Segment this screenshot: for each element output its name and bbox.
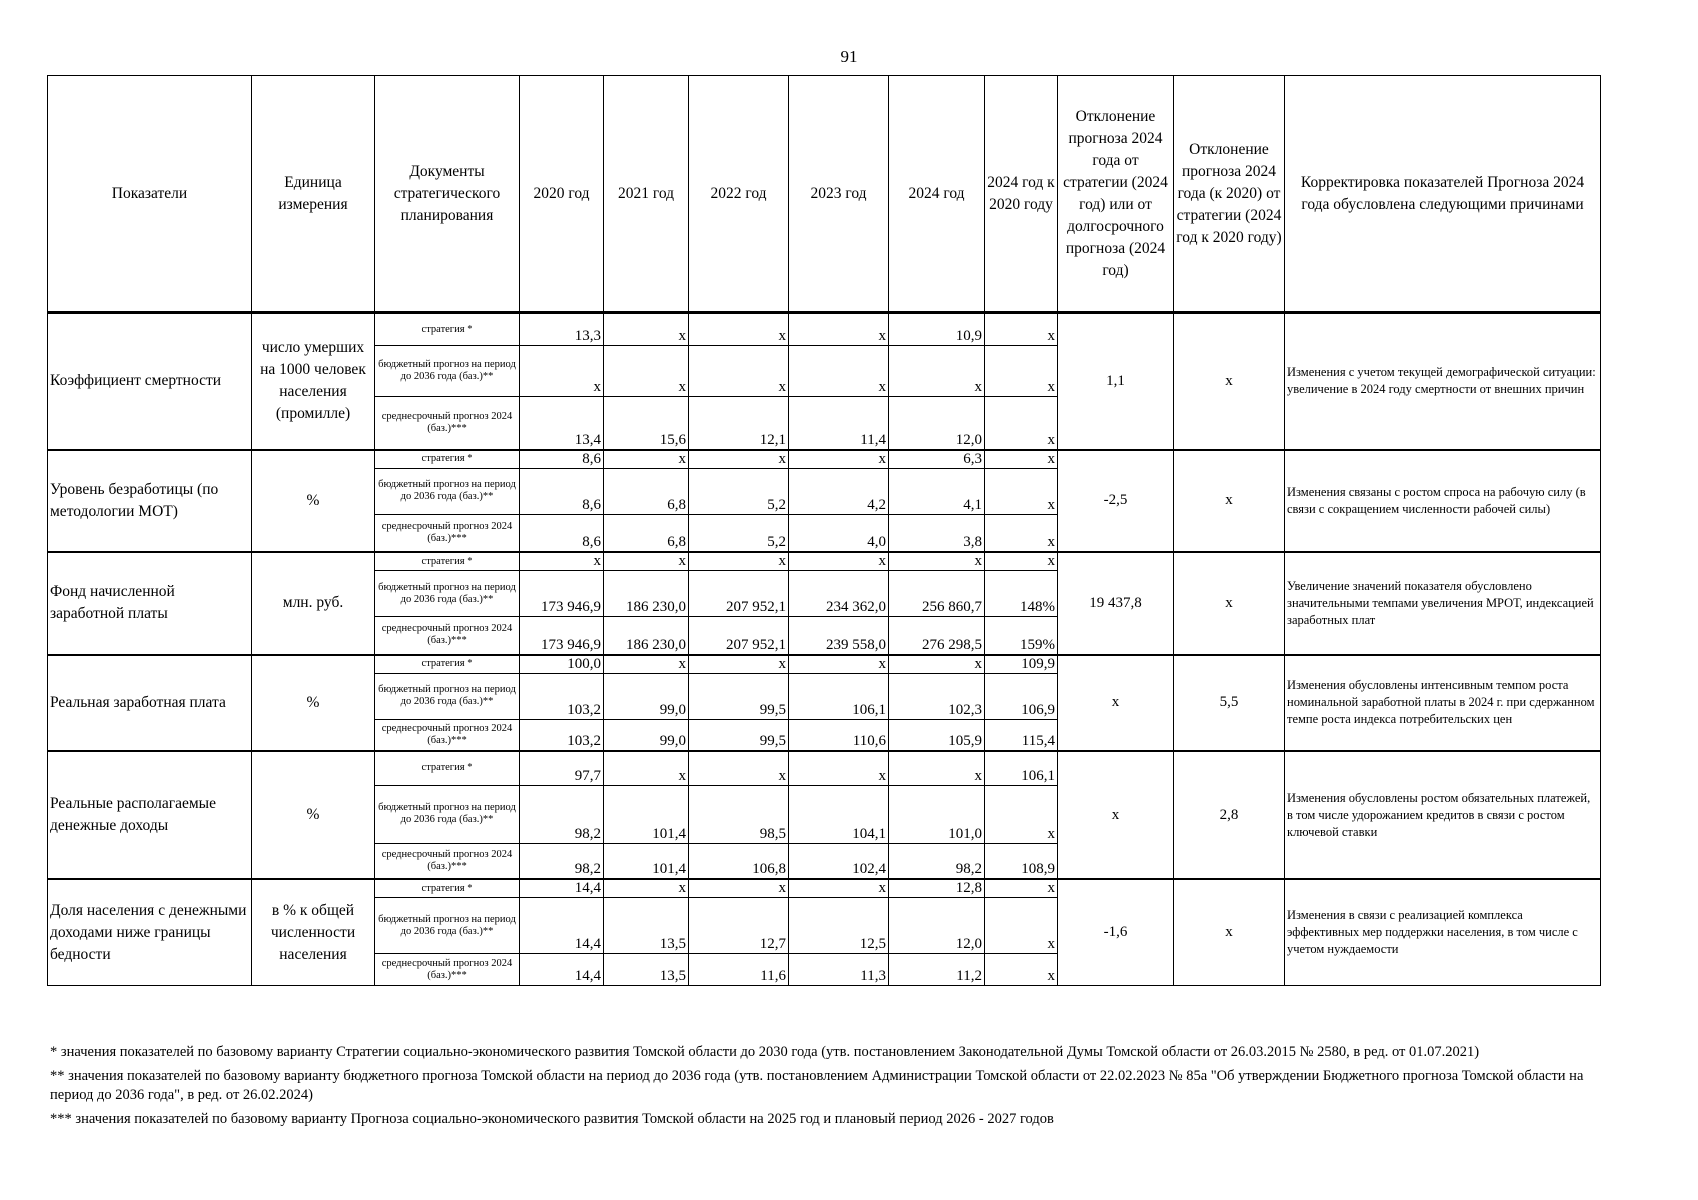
value-2022: х — [689, 552, 789, 571]
value-2020: 14,4 — [520, 879, 604, 898]
value-2022: 106,8 — [689, 843, 789, 879]
value-2021: х — [604, 450, 689, 469]
indicator-name: Уровень безработицы (по методологии МОТ) — [48, 450, 252, 553]
document-type: стратегия * — [375, 552, 520, 571]
value-2023: 11,3 — [789, 954, 889, 986]
value-2023: х — [789, 879, 889, 898]
value-2020: 103,2 — [520, 673, 604, 719]
value-ratio: 115,4 — [985, 719, 1058, 751]
correction-reason: Изменения с учетом текущей демографической ситуации: увеличение в 2024 году смертности от внешних причин — [1285, 313, 1601, 450]
value-2023: х — [789, 313, 889, 346]
value-2020: 173 946,9 — [520, 571, 604, 617]
deviation-strategy: х — [1058, 751, 1174, 879]
value-2024: 276 298,5 — [889, 617, 985, 655]
footnotes — [50, 1043, 1610, 1134]
table-row — [48, 751, 1601, 785]
value-2024: 105,9 — [889, 719, 985, 751]
deviation-strategy: -1,6 — [1058, 879, 1174, 986]
footnote-3: *** значения показателей по базовому варианту Прогноза социально-экономического развития Томской области на 2025 год и плановый период 2026 - 2027 годов — [50, 1111, 1054, 1127]
value-2024: 12,0 — [889, 397, 985, 450]
value-2024: 6,3 — [889, 450, 985, 469]
value-ratio: х — [985, 954, 1058, 986]
value-2022: х — [689, 313, 789, 346]
value-2021: 186 230,0 — [604, 571, 689, 617]
value-2022: 5,2 — [689, 514, 789, 552]
value-ratio: 108,9 — [985, 843, 1058, 879]
correction-reason: Изменения в связи с реализацией комплекса эффективных мер поддержки населения, в том числе с учетом нуждаемости — [1285, 879, 1601, 986]
document-type: среднесрочный прогноз 2024 (баз.)*** — [375, 397, 520, 450]
correction-reason: Изменения обусловлены ростом обязательных платежей, в том числе удорожанием кредитов в связи с ростом ключевой ставки — [1285, 751, 1601, 879]
value-ratio: х — [985, 879, 1058, 898]
header-ratio: 2024 год к 2020 году — [985, 76, 1058, 313]
value-2023: 106,1 — [789, 673, 889, 719]
value-2023: 12,5 — [789, 898, 889, 954]
value-2023: 234 362,0 — [789, 571, 889, 617]
value-2023: х — [789, 751, 889, 785]
deviation-ratio: х — [1174, 879, 1285, 986]
value-2024: 12,0 — [889, 898, 985, 954]
table-header-row — [48, 76, 1601, 313]
deviation-strategy: -2,5 — [1058, 450, 1174, 553]
value-2021: х — [604, 655, 689, 674]
value-2021: 186 230,0 — [604, 617, 689, 655]
value-2023: х — [789, 655, 889, 674]
value-2020: 100,0 — [520, 655, 604, 674]
indicator-unit: % — [252, 655, 375, 752]
value-ratio: х — [985, 468, 1058, 514]
value-2024: 102,3 — [889, 673, 985, 719]
correction-reason: Изменения обусловлены интенсивным темпом роста номинальной заработной платы в 2024 г. при сдержанном темпе роста индекса потребительских цен — [1285, 655, 1601, 752]
header-2024: 2024 год — [889, 76, 985, 313]
indicator-unit: млн. руб. — [252, 552, 375, 655]
value-2020: х — [520, 346, 604, 397]
value-ratio: 106,9 — [985, 673, 1058, 719]
value-2022: х — [689, 346, 789, 397]
value-2021: 6,8 — [604, 514, 689, 552]
value-2022: 12,7 — [689, 898, 789, 954]
footnote-2: ** значения показателей по базовому варианту бюджетного прогноза Томской области на период до 2036 года (утв. постановлением Администрации Томской области от 22.02.2023 № 85а "Об утверждении Бюджетного прогноза Томской области на период до 2036 года", в ред. от 26.02.2024) — [50, 1068, 1584, 1103]
table-row — [48, 552, 1601, 571]
table-row — [48, 313, 1601, 346]
document-type: бюджетный прогноз на период до 2036 года (баз.)** — [375, 785, 520, 843]
value-2022: х — [689, 879, 789, 898]
value-2024: х — [889, 655, 985, 674]
value-2020: 173 946,9 — [520, 617, 604, 655]
indicator-name: Доля населения с денежными доходами ниже границы бедности — [48, 879, 252, 986]
value-2023: 110,6 — [789, 719, 889, 751]
value-ratio: х — [985, 450, 1058, 469]
value-ratio: 159% — [985, 617, 1058, 655]
indicator-name: Реальная заработная плата — [48, 655, 252, 752]
table-row — [48, 450, 1601, 469]
value-2024: 11,2 — [889, 954, 985, 986]
value-2022: 12,1 — [689, 397, 789, 450]
value-2022: х — [689, 450, 789, 469]
value-2020: 8,6 — [520, 514, 604, 552]
value-2022: 11,6 — [689, 954, 789, 986]
indicator-name: Коэффициент смертности — [48, 313, 252, 450]
deviation-ratio: х — [1174, 313, 1285, 450]
value-ratio: х — [985, 313, 1058, 346]
document-type: среднесрочный прогноз 2024 (баз.)*** — [375, 843, 520, 879]
value-2024: 256 860,7 — [889, 571, 985, 617]
value-2024: 3,8 — [889, 514, 985, 552]
document-type: стратегия * — [375, 655, 520, 674]
header-2020: 2020 год — [520, 76, 604, 313]
value-2021: 101,4 — [604, 843, 689, 879]
value-2021: 99,0 — [604, 673, 689, 719]
header-docs: Документы стратегического планирования — [375, 76, 520, 313]
value-ratio: х — [985, 898, 1058, 954]
value-2021: 6,8 — [604, 468, 689, 514]
value-2020: 8,6 — [520, 450, 604, 469]
value-2024: 101,0 — [889, 785, 985, 843]
indicator-name: Реальные располагаемые денежные доходы — [48, 751, 252, 879]
footnote-1: * значения показателей по базовому варианту Стратегии социально-экономического развития Томской области до 2030 года (утв. постановлением Законодательной Думы Томской области от 26.03.2015 № 2580, в ред. от 01.07.2021) — [50, 1044, 1480, 1060]
indicator-unit: % — [252, 450, 375, 553]
value-2020: 8,6 — [520, 468, 604, 514]
indicator-unit: % — [252, 751, 375, 879]
correction-reason: Изменения связаны с ростом спроса на рабочую силу (в связи с сокращением численности рабочей силы) — [1285, 450, 1601, 553]
value-2022: х — [689, 751, 789, 785]
value-2020: х — [520, 552, 604, 571]
value-ratio: х — [985, 785, 1058, 843]
value-2022: 98,5 — [689, 785, 789, 843]
value-2024: 10,9 — [889, 313, 985, 346]
document-type: среднесрочный прогноз 2024 (баз.)*** — [375, 617, 520, 655]
header-indicator: Показатели — [48, 76, 252, 313]
value-2021: х — [604, 552, 689, 571]
indicator-name: Фонд начисленной заработной платы — [48, 552, 252, 655]
deviation-ratio: 5,5 — [1174, 655, 1285, 752]
value-2024: х — [889, 346, 985, 397]
header-reason: Корректировка показателей Прогноза 2024 года обусловлена следующими причинами — [1285, 76, 1601, 313]
value-2020: 14,4 — [520, 898, 604, 954]
deviation-strategy: 1,1 — [1058, 313, 1174, 450]
document-type: бюджетный прогноз на период до 2036 года (баз.)** — [375, 898, 520, 954]
table-row — [48, 879, 1601, 898]
value-2023: х — [789, 346, 889, 397]
deviation-strategy: х — [1058, 655, 1174, 752]
table-body — [48, 313, 1601, 986]
value-2020: 98,2 — [520, 785, 604, 843]
value-2023: 104,1 — [789, 785, 889, 843]
value-2022: 207 952,1 — [689, 571, 789, 617]
indicators-table — [47, 75, 1601, 986]
value-2024: х — [889, 751, 985, 785]
value-2021: х — [604, 346, 689, 397]
deviation-ratio: 2,8 — [1174, 751, 1285, 879]
value-2022: 99,5 — [689, 719, 789, 751]
header-unit: Единица измерения — [252, 76, 375, 313]
value-ratio: х — [985, 552, 1058, 571]
value-2024: 12,8 — [889, 879, 985, 898]
value-2023: х — [789, 450, 889, 469]
value-2022: 207 952,1 — [689, 617, 789, 655]
value-2024: 4,1 — [889, 468, 985, 514]
document-type: среднесрочный прогноз 2024 (баз.)*** — [375, 514, 520, 552]
value-ratio: х — [985, 514, 1058, 552]
document-type: стратегия * — [375, 879, 520, 898]
value-2021: 101,4 — [604, 785, 689, 843]
value-2023: 102,4 — [789, 843, 889, 879]
document-type: бюджетный прогноз на период до 2036 года (баз.)** — [375, 571, 520, 617]
document-type: стратегия * — [375, 450, 520, 469]
document-type: среднесрочный прогноз 2024 (баз.)*** — [375, 719, 520, 751]
header-2022: 2022 год — [689, 76, 789, 313]
document-type: бюджетный прогноз на период до 2036 года (баз.)** — [375, 346, 520, 397]
value-2023: х — [789, 552, 889, 571]
value-2023: 4,0 — [789, 514, 889, 552]
document-type: стратегия * — [375, 313, 520, 346]
value-2021: 13,5 — [604, 954, 689, 986]
document-type: стратегия * — [375, 751, 520, 785]
header-2021: 2021 год — [604, 76, 689, 313]
indicator-unit: число умерших на 1000 человек населения (промилле) — [252, 313, 375, 450]
document-type: бюджетный прогноз на период до 2036 года (баз.)** — [375, 468, 520, 514]
value-2023: 239 558,0 — [789, 617, 889, 655]
deviation-ratio: х — [1174, 450, 1285, 553]
header-deviation-strategy: Отклонение прогноза 2024 года от стратегии (2024 год) или от долгосрочного прогноза (2024 год) — [1058, 76, 1174, 313]
value-2023: 11,4 — [789, 397, 889, 450]
value-ratio: х — [985, 346, 1058, 397]
value-2020: 13,3 — [520, 313, 604, 346]
value-2020: 14,4 — [520, 954, 604, 986]
value-2023: 4,2 — [789, 468, 889, 514]
header-deviation-ratio: Отклонение прогноза 2024 года (к 2020) от стратегии (2024 год к 2020 году) — [1174, 76, 1285, 313]
value-2020: 103,2 — [520, 719, 604, 751]
value-2021: 99,0 — [604, 719, 689, 751]
indicator-unit: в % к общей численности населения — [252, 879, 375, 986]
value-2021: х — [604, 751, 689, 785]
value-2022: 5,2 — [689, 468, 789, 514]
value-2020: 13,4 — [520, 397, 604, 450]
value-2020: 98,2 — [520, 843, 604, 879]
value-2021: х — [604, 879, 689, 898]
value-ratio: 148% — [985, 571, 1058, 617]
value-ratio: 109,9 — [985, 655, 1058, 674]
correction-reason: Увеличение значений показателя обусловлено значительными темпами увеличения МРОТ, индексацией заработных плат — [1285, 552, 1601, 655]
value-2021: 15,6 — [604, 397, 689, 450]
value-2020: 97,7 — [520, 751, 604, 785]
header-2023: 2023 год — [789, 76, 889, 313]
page-number: 91 — [840, 47, 858, 66]
deviation-ratio: х — [1174, 552, 1285, 655]
value-2021: х — [604, 313, 689, 346]
document-type: бюджетный прогноз на период до 2036 года (баз.)** — [375, 673, 520, 719]
value-2024: х — [889, 552, 985, 571]
value-2021: 13,5 — [604, 898, 689, 954]
value-2024: 98,2 — [889, 843, 985, 879]
value-ratio: 106,1 — [985, 751, 1058, 785]
deviation-strategy: 19 437,8 — [1058, 552, 1174, 655]
document-type: среднесрочный прогноз 2024 (баз.)*** — [375, 954, 520, 986]
value-ratio: х — [985, 397, 1058, 450]
table-row — [48, 655, 1601, 674]
value-2022: х — [689, 655, 789, 674]
value-2022: 99,5 — [689, 673, 789, 719]
